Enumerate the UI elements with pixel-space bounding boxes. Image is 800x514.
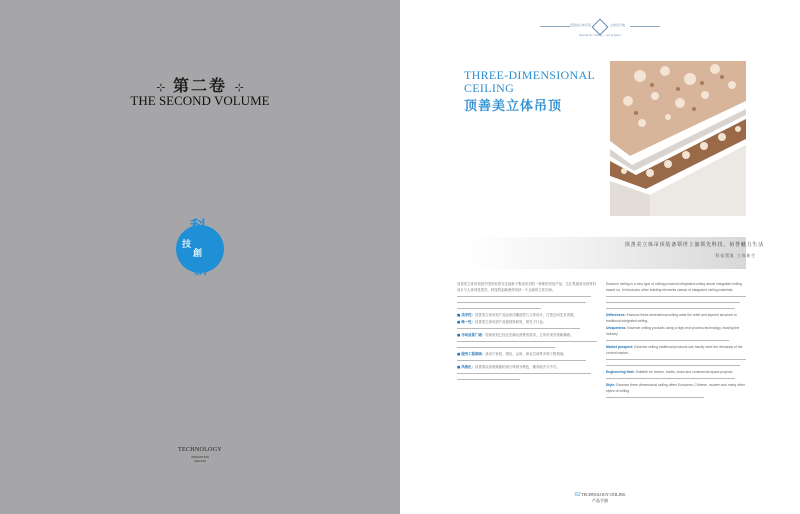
english-item bbox=[606, 382, 746, 394]
header-left-text: 顶善美立体吊顶 bbox=[570, 23, 592, 27]
text-line bbox=[457, 345, 597, 351]
english-item-text: Essence ceiling traditional products can hardly meet the demands of the current market. bbox=[606, 345, 743, 355]
page-header bbox=[540, 19, 660, 39]
logo-glyph-1: 科 bbox=[190, 218, 207, 238]
english-item-label: Market prospect: bbox=[606, 345, 634, 349]
banner-slogan-main: 顶善美立体吊顶装备领世上演领先科技，佰誉魅力生活 bbox=[624, 242, 764, 248]
english-item-text: Essence ceiling products using a high-end process technology, leading the industry. bbox=[606, 326, 740, 336]
ceiling-photo-image bbox=[610, 61, 746, 216]
english-intro: Essence ceiling is a new type of ceiling products integrated ceiling above integrated ceiling based on, it introduces other building elements classic of integrated ceiling materials. bbox=[606, 282, 742, 292]
chinese-item bbox=[457, 364, 597, 370]
technology-logo-icon bbox=[176, 215, 224, 279]
text-line bbox=[457, 377, 597, 383]
chinese-intro: 顶善美立体吊顶是中国首家将完全创新于集成吊顶的一种新型吊顶产品，它汇集最高吊顶材料设计与人体视觉美学，科技的创新使得吊顶一个全新的立体空间。 bbox=[457, 282, 597, 292]
text-line bbox=[606, 338, 746, 344]
text-line bbox=[606, 363, 746, 369]
text-line bbox=[457, 358, 597, 364]
ornament-right-icon: ⊹ bbox=[234, 81, 244, 94]
text-line bbox=[457, 326, 597, 332]
chinese-item bbox=[457, 351, 597, 357]
chinese-item-text: 顶善美以高贵典雅的设计风格为特色，兼具欧式与中式。 bbox=[474, 365, 560, 369]
folio-text: TECHNOLOGY CEILING bbox=[581, 492, 626, 497]
brand-subtitle-line-2: CEILING bbox=[193, 459, 206, 463]
text-line bbox=[606, 395, 746, 401]
chinese-item-label: ■ 美学性： bbox=[457, 313, 475, 317]
chinese-item-label: ■ 风格化： bbox=[457, 365, 475, 369]
title-chinese: 顶善美立体吊顶 bbox=[464, 99, 563, 114]
chinese-item-label: ■ 服务工程领域： bbox=[457, 352, 486, 356]
chinese-item bbox=[457, 319, 597, 325]
english-item-label: Style: bbox=[606, 383, 616, 387]
english-item bbox=[606, 325, 746, 337]
header-tagline: Beyond the Ceiling — Art of Space bbox=[579, 33, 621, 37]
title-english-line-2: CEILING bbox=[464, 81, 515, 95]
english-item-text: Suitable for homes, hotels, clubs and commercial space projects. bbox=[635, 370, 734, 374]
english-item-label: Uniqueness: bbox=[606, 326, 627, 330]
english-item bbox=[606, 344, 746, 356]
chinese-item bbox=[457, 332, 597, 338]
header-rule-right bbox=[630, 26, 660, 27]
header-rule-left bbox=[540, 26, 570, 27]
english-item-label: Differences: bbox=[606, 313, 626, 317]
chinese-item bbox=[457, 312, 597, 318]
banner-slogan-sub: 科技置巢 立体新生 bbox=[715, 253, 756, 258]
chinese-item-text: 适用于家居、酒店、会所、商业空间等多种工程领域。 bbox=[485, 352, 567, 356]
english-item-text: Essence three-dimensional ceiling offers European, Chinese, modern and many other styles of ceiling. bbox=[606, 383, 745, 393]
title-english-line-1: THREE-DIMENSIONAL bbox=[464, 68, 596, 82]
text-line bbox=[606, 376, 746, 382]
text-line bbox=[457, 306, 597, 312]
header-right-text: 立体顶天地 bbox=[610, 23, 626, 27]
title-english bbox=[464, 69, 595, 95]
brand-name: TECHNOLOGY bbox=[178, 447, 222, 453]
chinese-item-text: 顶善美立体吊顶产品运用浮雕造型与立体设计，打造空间艺术美感。 bbox=[474, 313, 577, 317]
english-item bbox=[606, 369, 746, 375]
chinese-item-label: ■ 唯一性： bbox=[457, 320, 475, 324]
ceiling-photo bbox=[610, 61, 746, 216]
volume-title-english: THE SECOND VOLUME bbox=[130, 93, 270, 108]
english-item bbox=[606, 312, 746, 324]
logo-glyph-4: 新 bbox=[194, 262, 208, 278]
english-item-label: Engineering field: bbox=[606, 370, 635, 374]
ornament-left-icon: ⊹ bbox=[156, 81, 166, 94]
chinese-item-text: 传统吊顶已经无法满足消费者需求，立体吊顶引领新潮流。 bbox=[485, 333, 574, 337]
page-folio bbox=[400, 492, 800, 504]
english-item-text: Essence three-dimensional ceiling adds the relief and layered structure to traditional integrated ceiling. bbox=[606, 313, 737, 323]
chinese-item-label: ■ 市场前景广阔： bbox=[457, 333, 486, 337]
brand-subtitle bbox=[0, 455, 400, 463]
chinese-item-text: 顶善美立体吊顶产品是独家研发，领先于行业。 bbox=[474, 320, 547, 324]
folio-sub: 产品手册 bbox=[592, 498, 608, 503]
english-text-column bbox=[606, 281, 746, 401]
logo-glyph-3: 創 bbox=[193, 249, 203, 259]
right-page-content bbox=[400, 0, 800, 514]
logo-glyph-2: 技 bbox=[182, 240, 192, 250]
chinese-text-column bbox=[457, 281, 597, 383]
volume-chinese-text: 第二卷 bbox=[172, 76, 227, 95]
page-number: 02 bbox=[574, 492, 581, 498]
text-line bbox=[606, 306, 746, 312]
brand-subtitle-line-1: INNOVATING bbox=[190, 455, 210, 459]
